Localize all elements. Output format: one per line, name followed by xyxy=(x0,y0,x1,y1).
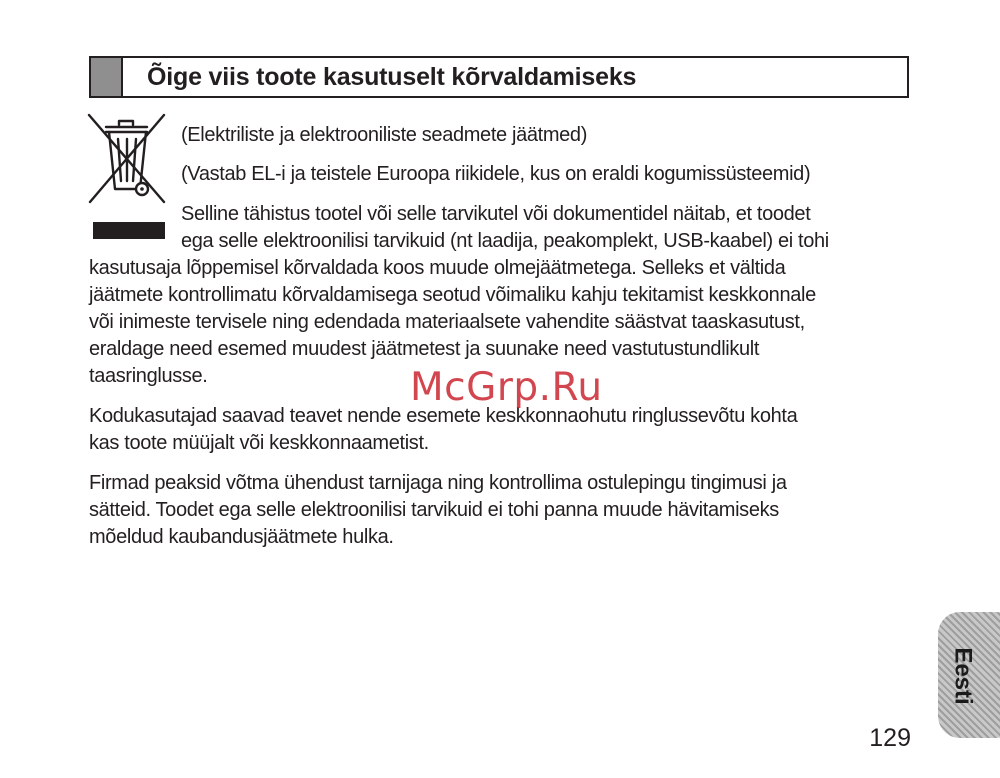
intro-line: (Vastab EL-i ja teistele Euroopa riikidele, kus on eraldi kogumissüsteemid) xyxy=(181,163,811,185)
paragraph-line: eraldage need esemed muudest jäätmetest ja suunake need vastutustundlikult xyxy=(89,338,760,360)
paragraph-line: või inimeste tervisele ning edendada materiaalsete vahendite säästvat taaskasutust, xyxy=(89,311,805,333)
intro-block xyxy=(89,122,919,149)
page-number: 129 xyxy=(869,724,911,752)
paragraph-disposal xyxy=(89,201,919,390)
language-tab-label: Eesti xyxy=(950,647,977,705)
watermark: McGrp.Ru xyxy=(410,365,603,410)
paragraph-line: Kodukasutajad saavad teavet nende esemete keskkonnaohutu ringlussevõtu kohta xyxy=(89,405,798,427)
paragraph-line: taasringlusse. xyxy=(89,365,208,387)
paragraph-line: jäätmete kontrollimatu kõrvaldamisega seotud võimaliku kahju tekitamist keskkonnale xyxy=(89,284,816,306)
language-tab-label-wrap xyxy=(941,622,985,730)
section-heading xyxy=(89,56,909,98)
intro-block-2 xyxy=(89,161,919,188)
paragraph-line: Selline tähistus tootel või selle tarvikutel või dokumentidel näitab, et toodet xyxy=(181,203,811,225)
paragraph-line: ega selle elektroonilisi tarvikuid (nt laadija, peakomplekt, USB-kaabel) ei tohi xyxy=(181,230,829,252)
paragraph-line: mõeldud kaubandusjäätmete hulka. xyxy=(89,526,394,548)
paragraph-businesses xyxy=(89,470,919,551)
section-title: Õige viis toote kasutuselt kõrvaldamiseks xyxy=(147,62,637,91)
paragraph-line: kasutusaja lõppemisel kõrvaldada koos muude olmejäätmetega. Selleks et vältida xyxy=(89,257,786,279)
paragraph-line: Firmad peaksid võtma ühendust tarnijaga ning kontrollima ostulepingu tingimusi ja xyxy=(89,472,787,494)
paragraph-line: sätteid. Toodet ega selle elektroonilisi tarvikuid ei tohi panna muude hävitamiseks xyxy=(89,499,779,521)
heading-marker xyxy=(91,58,123,96)
intro-line: (Elektriliste ja elektrooniliste seadmete jäätmed) xyxy=(181,124,588,146)
paragraph-households xyxy=(89,403,919,457)
paragraph-line: kas toote müüjalt või keskkonnaametist. xyxy=(89,432,429,454)
